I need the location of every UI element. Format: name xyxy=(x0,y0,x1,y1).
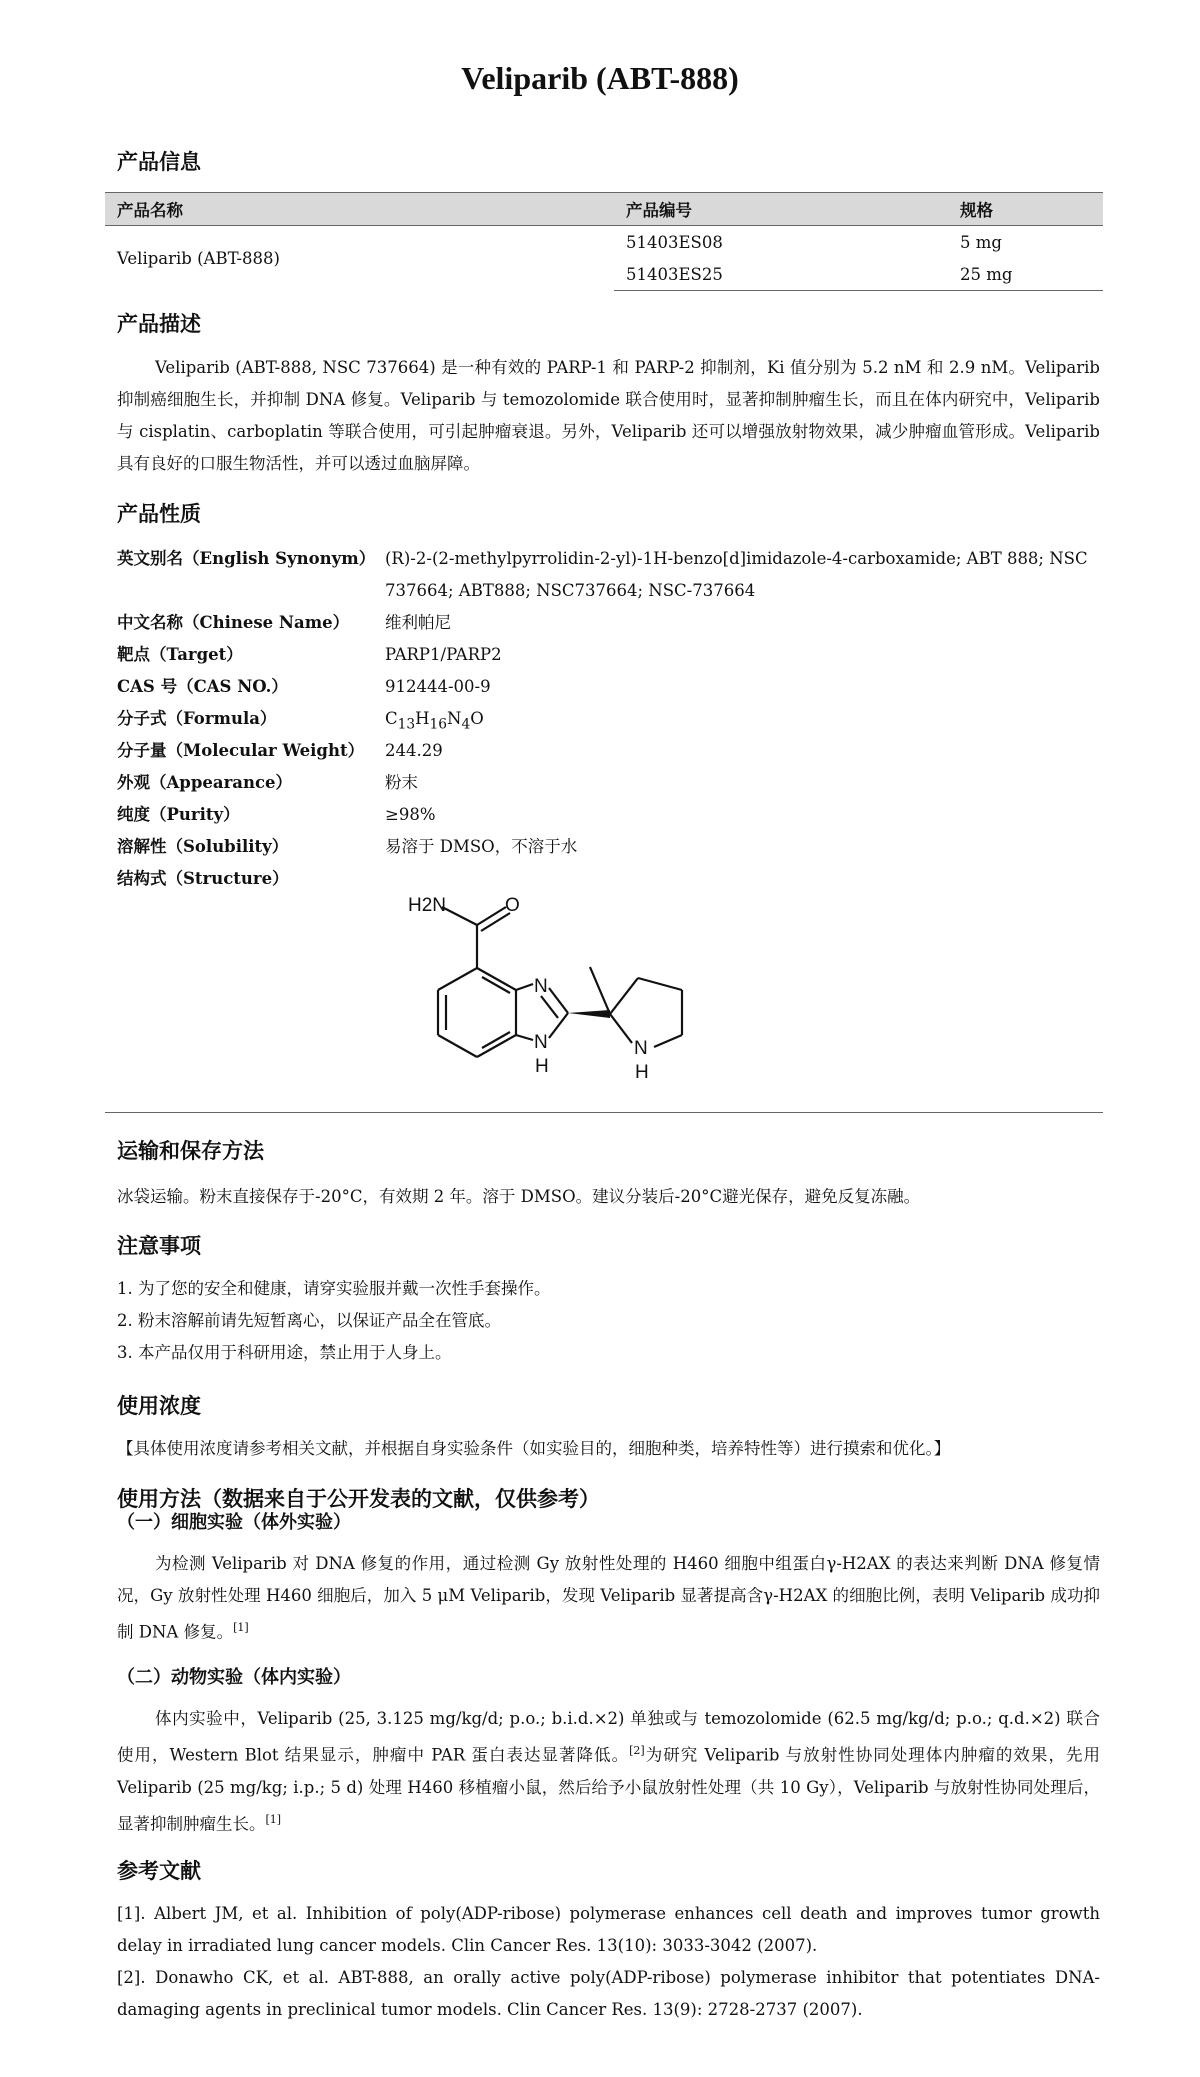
property-value: (R)-2-(2-methylpyrrolidin-2-yl)-1H-benzo[d]imidazole-4-carboxamide; ABT 888; NSC 737664; ABT888; NSC737664; NSC-737664 xyxy=(385,549,1088,600)
in-vivo-paragraph xyxy=(117,1703,1100,1840)
properties-list xyxy=(117,543,1100,895)
notes-list xyxy=(117,1273,551,1369)
property-value: 912444-00-9 xyxy=(385,677,491,696)
property-value: 易溶于 DMSO，不溶于水 xyxy=(385,837,578,856)
atom-label-nitrogen: N xyxy=(534,1032,548,1053)
product-table xyxy=(105,192,1103,291)
in-vivo-body-a: 体内实验中，Veliparib (25, 3.125 mg/kg/d; p.o.; b.i.d.×2) 单独或与 temozolomide (62.5 mg/kg/d; p.o.; q.d.×2) 联合使用，Western Blot 结果显示，肿瘤中 PAR 蛋白表达显著降低。 xyxy=(117,1709,1101,1765)
structure-atoms xyxy=(408,895,649,1083)
storage-text: 冰袋运输。粉末直接保存于-20°C，有效期 2 年。溶于 DMSO。建议分装后-20°C避光保存，避免反复冻融。 xyxy=(117,1187,921,1206)
in-vivo-heading: （二）动物实验（体内实验） xyxy=(117,1667,351,1688)
in-vitro-text xyxy=(117,1548,1100,1649)
description-text xyxy=(117,352,1100,480)
in-vitro-body: 为检测 Veliparib 对 DNA 修复的作用，通过检测 Gy 放射性处理的 H460 细胞中组蛋白γ-H2AX 的表达来判断 DNA 修复情况，Gy 放射性处理 H460 细胞后，加入 5 μM Veliparib，发现 Veliparib 显著提高含γ-H2AX 的细胞比例，表明 Veliparib 成功抑制 DNA 修复。 xyxy=(117,1554,1100,1642)
usage-heading: 使用方法（数据来自于公开发表的文献，仅供参考） xyxy=(117,1486,600,1511)
atom-label-nitrogen: N xyxy=(534,976,548,997)
notes-heading: 注意事项 xyxy=(117,1233,201,1258)
citation-ref: [2] xyxy=(629,1744,645,1757)
list-item: 3. 本产品仅用于科研用途，禁止用于人身上。 xyxy=(117,1343,452,1362)
formula-subscript: 16 xyxy=(429,716,448,733)
storage-heading: 运输和保存方法 xyxy=(117,1138,264,1163)
in-vitro-paragraph xyxy=(117,1548,1100,1649)
column-header-name: 产品名称 xyxy=(105,193,614,226)
property-key: 靶点（Target） xyxy=(117,645,243,664)
property-row xyxy=(117,543,1100,607)
property-row xyxy=(117,799,1100,831)
reference-item: [2]. Donawho CK, et al. ABT-888, an orally active poly(ADP-ribose) polymerase inhibitor that potentiates DNA-damaging agents in preclinical tumor models. Clin Cancer Res. 13(9): 2728-2737 (2007). xyxy=(117,1968,1100,2019)
table-row xyxy=(105,226,1103,259)
property-key: 外观（Appearance） xyxy=(117,773,292,792)
property-key: 结构式（Structure） xyxy=(117,869,289,888)
list-item: 2. 粉末溶解前请先短暂离心，以保证产品全在管底。 xyxy=(117,1311,501,1330)
list-item: 1. 为了您的安全和健康，请穿实验服并戴一次性手套操作。 xyxy=(117,1279,551,1298)
citation-ref: [1] xyxy=(233,1621,249,1634)
reference-item: [1]. Albert JM, et al. Inhibition of poly(ADP-ribose) polymerase enhances cell death and improves tumor growth delay in irradiated lung cancer models. Clin Cancer Res. 13(10): 3033-3042 (2007). xyxy=(117,1904,1100,1955)
formula-element: C xyxy=(385,709,398,728)
property-key: 英文别名（English Synonym） xyxy=(117,549,376,568)
description-heading: 产品描述 xyxy=(117,311,201,336)
property-row xyxy=(117,767,1100,799)
product-spec-cell: 5 mg xyxy=(960,232,1002,252)
property-value: 维利帕尼 xyxy=(385,613,451,632)
in-vivo-body-b: 为研究 Veliparib 与放射性协同处理体内肿瘤的效果，先用 Veliparib (25 mg/kg; i.p.; 5 d) 处理 H460 移植瘤小鼠，然后给予小鼠放射性处理（共 10 Gy），Veliparib 与放射性协同处理后，显著抑制肿瘤生长。 xyxy=(117,1745,1100,1833)
in-vivo-text xyxy=(117,1703,1100,1840)
property-key: 纯度（Purity） xyxy=(117,805,240,824)
atom-label-nitrogen: N xyxy=(634,1038,648,1059)
product-code-cell: 51403ES08 xyxy=(626,232,723,252)
section-divider xyxy=(105,1112,1103,1113)
citation-ref: [1] xyxy=(265,1812,282,1826)
property-value: 244.29 xyxy=(385,741,443,760)
atom-label-hydrogen: H xyxy=(535,1056,549,1077)
formula-subscript: 4 xyxy=(461,716,471,733)
chemical-structure xyxy=(400,890,740,1100)
references-list xyxy=(117,1898,1100,2026)
atom-label-oxygen: O xyxy=(505,895,520,916)
property-key: 分子式（Formula） xyxy=(117,709,277,728)
property-key: 溶解性（Solubility） xyxy=(117,837,289,856)
formula-element: N xyxy=(447,709,462,728)
structure-bonds xyxy=(438,907,682,1057)
product-code-cell: 51403ES25 xyxy=(614,258,948,291)
wedge-bond xyxy=(568,1010,610,1018)
product-name-cell: Veliparib (ABT-888) xyxy=(117,248,280,268)
description-paragraph: Veliparib (ABT-888, NSC 737664) 是一种有效的 PARP-1 和 PARP-2 抑制剂，Ki 值分别为 5.2 nM 和 2.9 nM。Veliparib 抑制癌细胞生长，并抑制 DNA 修复。Veliparib 与 temozolomide 联合使用时，显著抑制肿瘤生长，而且在体内研究中，Veliparib 与 cisplatin、carboplatin 等联合使用，可引起肿瘤衰退。另外，Veliparib 还可以增强放射物效果，减少肿瘤血管形成。Veliparib 具有良好的口服生物活性，并可以透过血脑屏障。 xyxy=(117,358,1100,473)
product-info-heading: 产品信息 xyxy=(117,149,201,174)
concentration-heading: 使用浓度 xyxy=(117,1393,201,1418)
property-key: 分子量（Molecular Weight） xyxy=(117,741,365,760)
property-row xyxy=(117,703,1100,735)
property-value: PARP1/PARP2 xyxy=(385,645,502,664)
formula-element: O xyxy=(470,709,484,728)
product-spec-cell: 25 mg xyxy=(948,258,1103,291)
properties-heading: 产品性质 xyxy=(117,501,201,526)
atom-label-amide-nh2: H2N xyxy=(408,895,447,916)
formula-element: H xyxy=(415,709,430,728)
property-value: 粉末 xyxy=(385,773,418,792)
property-row xyxy=(117,831,1100,863)
property-row xyxy=(117,639,1100,671)
atom-label-hydrogen: H xyxy=(635,1062,649,1083)
property-row xyxy=(117,671,1100,703)
column-header-spec: 规格 xyxy=(948,193,1103,226)
in-vitro-heading: （一）细胞实验（体外实验） xyxy=(117,1512,351,1533)
product-table-header xyxy=(105,193,1103,226)
property-row xyxy=(117,735,1100,767)
formula-subscript: 13 xyxy=(397,716,416,733)
page-title: Veliparib (ABT-888) xyxy=(461,60,739,96)
property-key: 中文名称（Chinese Name） xyxy=(117,613,350,632)
concentration-text: 【具体使用浓度请参考相关文献，并根据自身实验条件（如实验目的，细胞种类，培养特性等）进行摸索和优化。】 xyxy=(117,1439,951,1458)
property-value: ≥98% xyxy=(385,805,436,824)
property-row xyxy=(117,607,1100,639)
references-heading: 参考文献 xyxy=(117,1858,201,1883)
property-key: CAS 号（CAS NO.） xyxy=(117,677,288,696)
column-header-code: 产品编号 xyxy=(614,193,948,226)
